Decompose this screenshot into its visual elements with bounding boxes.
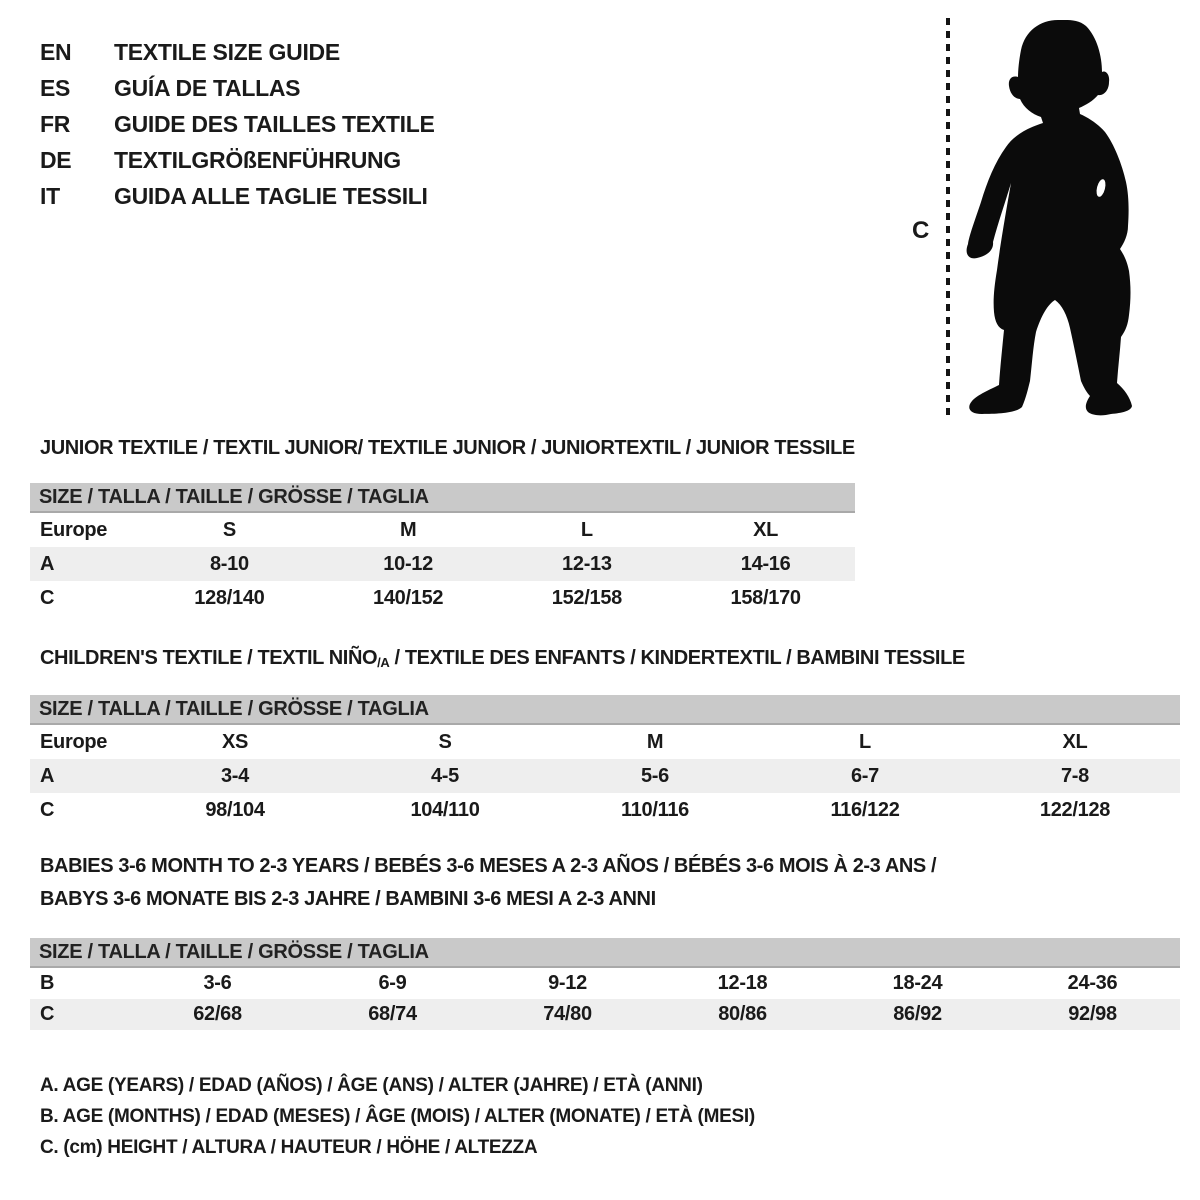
legend-line-c: C. (cm) HEIGHT / ALTURA / HAUTEUR / HÖHE / ALTEZZA	[40, 1136, 538, 1158]
heading-subscript: /A	[377, 655, 390, 670]
table-cell: 10-12	[383, 552, 433, 575]
table-cell: 122/128	[1039, 798, 1111, 821]
table-size-header: SIZE / TALLA / TAILLE / GRÖSSE / TAGLIA	[30, 695, 1180, 725]
table-cell: 7-8	[1060, 764, 1089, 787]
table-cell: 5-6	[640, 764, 669, 787]
table-cell: 6-9	[378, 972, 407, 994]
table-row	[30, 725, 1180, 759]
table-cell: 24-36	[1067, 972, 1118, 994]
language-row	[40, 178, 435, 214]
table-cell: L	[859, 730, 871, 753]
table-cell: 68/74	[368, 1003, 417, 1025]
table-cell: 104/110	[410, 798, 480, 821]
table-cell: 74/80	[543, 1003, 592, 1025]
table-cell: 128/140	[194, 586, 265, 609]
size-table-junior	[30, 483, 855, 615]
table-cell: 80/86	[718, 1003, 767, 1025]
table-cell: M	[646, 730, 664, 753]
table-row	[30, 513, 855, 547]
language-title: TEXTILE SIZE GUIDE	[114, 38, 340, 65]
language-title: GUIDA ALLE TAGLIE TESSILI	[114, 182, 428, 209]
language-row	[40, 106, 435, 142]
table-cell: XS	[221, 730, 249, 753]
language-title: TEXTILGRÖßENFÜHRUNG	[114, 146, 401, 173]
height-measure-label: C	[912, 217, 930, 244]
height-measure-dotted-line	[946, 18, 950, 416]
size-table-babies	[30, 938, 1180, 1030]
language-row	[40, 70, 435, 106]
table-row	[30, 999, 1180, 1030]
legend	[40, 1070, 755, 1163]
table-row	[30, 759, 1180, 793]
language-code: ES	[40, 74, 71, 101]
table-cell: 8-10	[209, 552, 249, 575]
table-cell: 140/152	[373, 586, 444, 609]
language-row	[40, 34, 435, 70]
section-heading-junior: JUNIOR TEXTILE / TEXTIL JUNIOR/ TEXTILE JUNIOR / JUNIORTEXTIL / JUNIOR TESSILE	[40, 437, 855, 459]
table-cell: 116/122	[830, 798, 900, 821]
table-size-header: SIZE / TALLA / TAILLE / GRÖSSE / TAGLIA	[30, 483, 855, 513]
row-label: C	[40, 586, 55, 609]
row-label: A	[40, 764, 55, 787]
language-title: GUÍA DE TALLAS	[114, 74, 301, 101]
row-label: Europe	[40, 518, 108, 541]
language-code: EN	[40, 38, 72, 65]
table-cell: 110/116	[621, 798, 689, 821]
table-row	[30, 968, 1180, 999]
language-code: FR	[40, 110, 71, 137]
table-cell: 14-16	[740, 552, 791, 575]
heading-text: CHILDREN'S TEXTILE / TEXTIL NIÑO	[40, 647, 378, 669]
toddler-silhouette	[962, 16, 1152, 418]
table-cell: 62/68	[193, 1003, 242, 1025]
row-label: Europe	[40, 730, 108, 753]
table-cell: 18-24	[892, 972, 943, 994]
row-label: C	[40, 1003, 55, 1025]
language-code: IT	[40, 182, 60, 209]
table-cell: 152/158	[551, 586, 622, 609]
table-cell: S	[222, 518, 236, 541]
table-cell: XL	[1062, 730, 1088, 753]
table-cell: 9-12	[548, 972, 587, 994]
table-cell: 3-6	[203, 972, 232, 994]
heading-line: BABIES 3-6 MONTH TO 2-3 YEARS / BEBÉS 3-6 MESES A 2-3 AÑOS / BÉBÉS 3-6 MOIS À 2-3 ANS /	[40, 855, 937, 877]
language-code: DE	[40, 146, 72, 173]
legend-line-b: B. AGE (MONTHS) / EDAD (MESES) / ÂGE (MOIS) / ALTER (MONATE) / ETÀ (MESI)	[40, 1105, 755, 1127]
table-row	[30, 581, 855, 615]
table-cell: XL	[753, 518, 779, 541]
table-cell: 3-4	[220, 764, 249, 787]
row-label: A	[40, 552, 55, 575]
table-row	[30, 793, 1180, 827]
table-cell: 12-18	[717, 972, 768, 994]
heading-text: / TEXTILE DES ENFANTS / KINDERTEXTIL / BAMBINI TESSILE	[389, 647, 965, 669]
language-row	[40, 142, 435, 178]
table-cell: 6-7	[850, 764, 879, 787]
table-cell: S	[438, 730, 452, 753]
table-cell: 4-5	[430, 764, 459, 787]
table-cell: 12-13	[562, 552, 612, 575]
table-cell: 86/92	[893, 1003, 942, 1025]
section-heading-babies	[40, 850, 936, 916]
table-cell: 92/98	[1068, 1003, 1117, 1025]
row-label: B	[40, 972, 55, 994]
table-cell: L	[580, 518, 593, 541]
table-cell: M	[399, 518, 417, 541]
size-table-children	[30, 695, 1180, 827]
section-heading-children	[40, 647, 965, 670]
table-row	[30, 547, 855, 581]
row-label: C	[40, 798, 55, 821]
table-size-header: SIZE / TALLA / TAILLE / GRÖSSE / TAGLIA	[30, 938, 1180, 968]
table-cell: 98/104	[205, 798, 265, 821]
language-title: GUIDE DES TAILLES TEXTILE	[114, 110, 435, 137]
language-title-list	[40, 34, 435, 214]
heading-line: BABYS 3-6 MONATE BIS 2-3 JAHRE / BAMBINI 3-6 MESI A 2-3 ANNI	[40, 888, 656, 910]
legend-line-a: A. AGE (YEARS) / EDAD (AÑOS) / ÂGE (ANS) / ALTER (JAHRE) / ETÀ (ANNI)	[40, 1074, 703, 1096]
table-cell: 158/170	[730, 586, 801, 609]
